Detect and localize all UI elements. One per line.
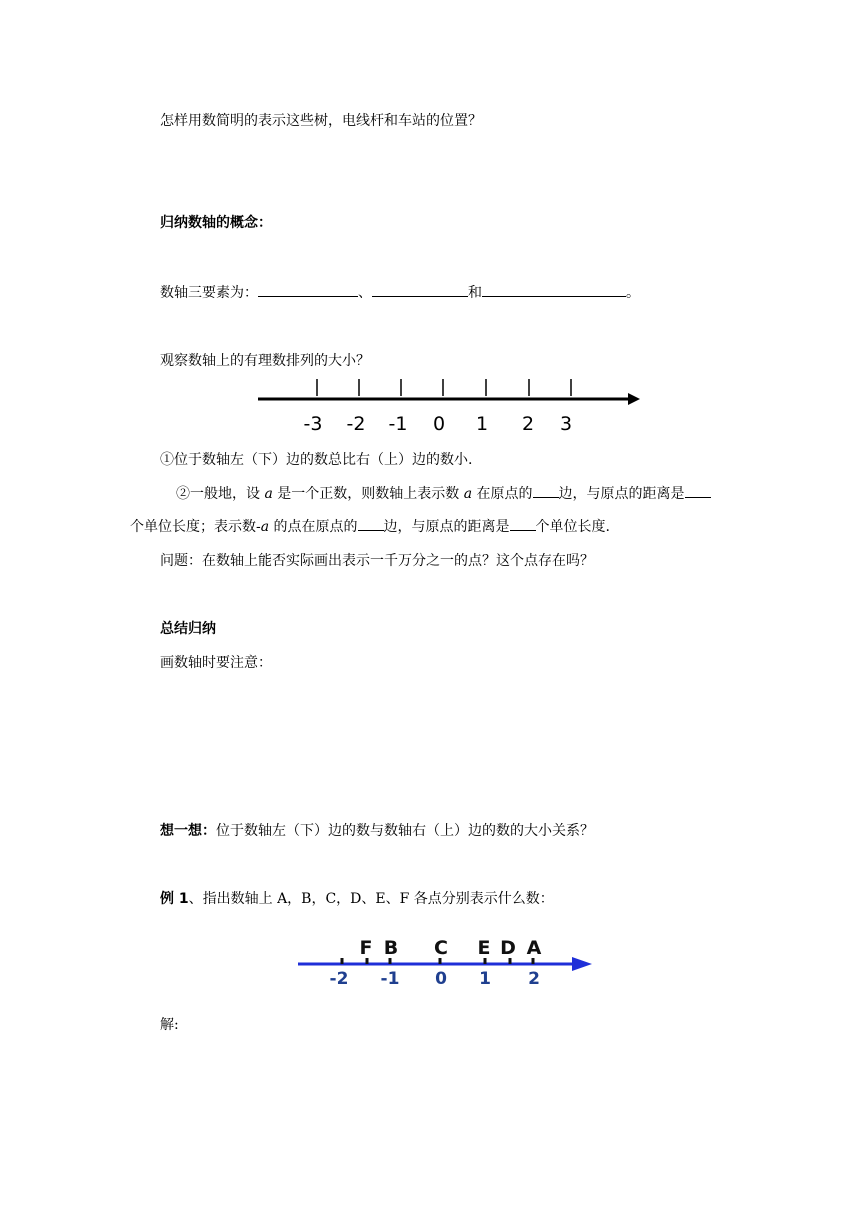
blank-side-2[interactable] xyxy=(358,517,384,531)
concept-heading: 归纳数轴的概念： xyxy=(160,215,272,231)
blank-distance-2[interactable] xyxy=(510,517,536,531)
example-line xyxy=(160,890,554,908)
point-label: C xyxy=(434,937,448,959)
tick-label: 0 xyxy=(432,413,446,435)
tick-label: 0 xyxy=(435,969,447,989)
tick-label: -2 xyxy=(329,969,349,989)
blank-distance-1[interactable] xyxy=(685,484,711,498)
tick-label: 1 xyxy=(475,413,489,435)
tick-label: -1 xyxy=(380,969,400,989)
blank-element-2[interactable] xyxy=(372,283,468,297)
tick-label: 3 xyxy=(559,413,573,435)
point-2-line-2: 个单位长度；表示数-a 的点在原点的 边，与原点的距离是 个单位长度. xyxy=(130,519,610,535)
example-label: 例 1 xyxy=(160,891,189,907)
tick-label: -2 xyxy=(346,413,366,435)
tick-label: -3 xyxy=(303,413,323,435)
point-label: D xyxy=(500,937,516,959)
point-label: A xyxy=(526,937,542,959)
three-elements-line xyxy=(160,283,640,302)
three-elements-prefix: 数轴三要素为： xyxy=(160,285,258,301)
think-text: 位于数轴左（下）边的数与数轴右（上）边的数的大小关系？ xyxy=(216,823,594,839)
blank-side-1[interactable] xyxy=(533,484,559,498)
blank-element-3[interactable] xyxy=(482,283,626,297)
axis-arrowhead xyxy=(628,393,640,405)
blank-element-1[interactable] xyxy=(258,283,358,297)
example-text: 、指出数轴上 A，B，C，D、E、F 各点分别表示什么数： xyxy=(188,891,554,907)
observe-question: 观察数轴上的有理数排列的大小？ xyxy=(160,353,370,369)
tick-label: -1 xyxy=(388,413,408,435)
think-label: 想一想： xyxy=(160,823,216,839)
three-elements-sep1: 、 xyxy=(358,285,372,301)
summary-heading: 总结归纳 xyxy=(160,621,216,637)
point-2-line-1: ②一般地，设 a 是一个正数，则数轴上表示数 a 在原点的 边，与原点的距离是 xyxy=(176,484,711,503)
axis-arrowhead xyxy=(572,957,592,971)
think-line xyxy=(160,822,594,840)
solution-label: 解: xyxy=(160,1017,179,1033)
intro-question: 怎样用数简明的表示这些树，电线杆和车站的位置？ xyxy=(160,113,482,129)
point-label: F xyxy=(359,937,373,959)
point-1: ①位于数轴左（下）边的数总比右（上）边的数小. xyxy=(160,452,473,468)
tick-label: 2 xyxy=(528,969,540,989)
summary-note: 画数轴时要注意： xyxy=(160,655,272,671)
point-label: E xyxy=(477,937,491,959)
point-label: B xyxy=(383,937,399,959)
tick-label: 1 xyxy=(479,969,491,989)
tick-label: 2 xyxy=(521,413,535,435)
question-line: 问题：在数轴上能否实际画出表示一千万分之一的点？这个点存在吗？ xyxy=(160,553,594,569)
three-elements-end: 。 xyxy=(626,285,640,301)
three-elements-sep2: 和 xyxy=(468,285,482,301)
